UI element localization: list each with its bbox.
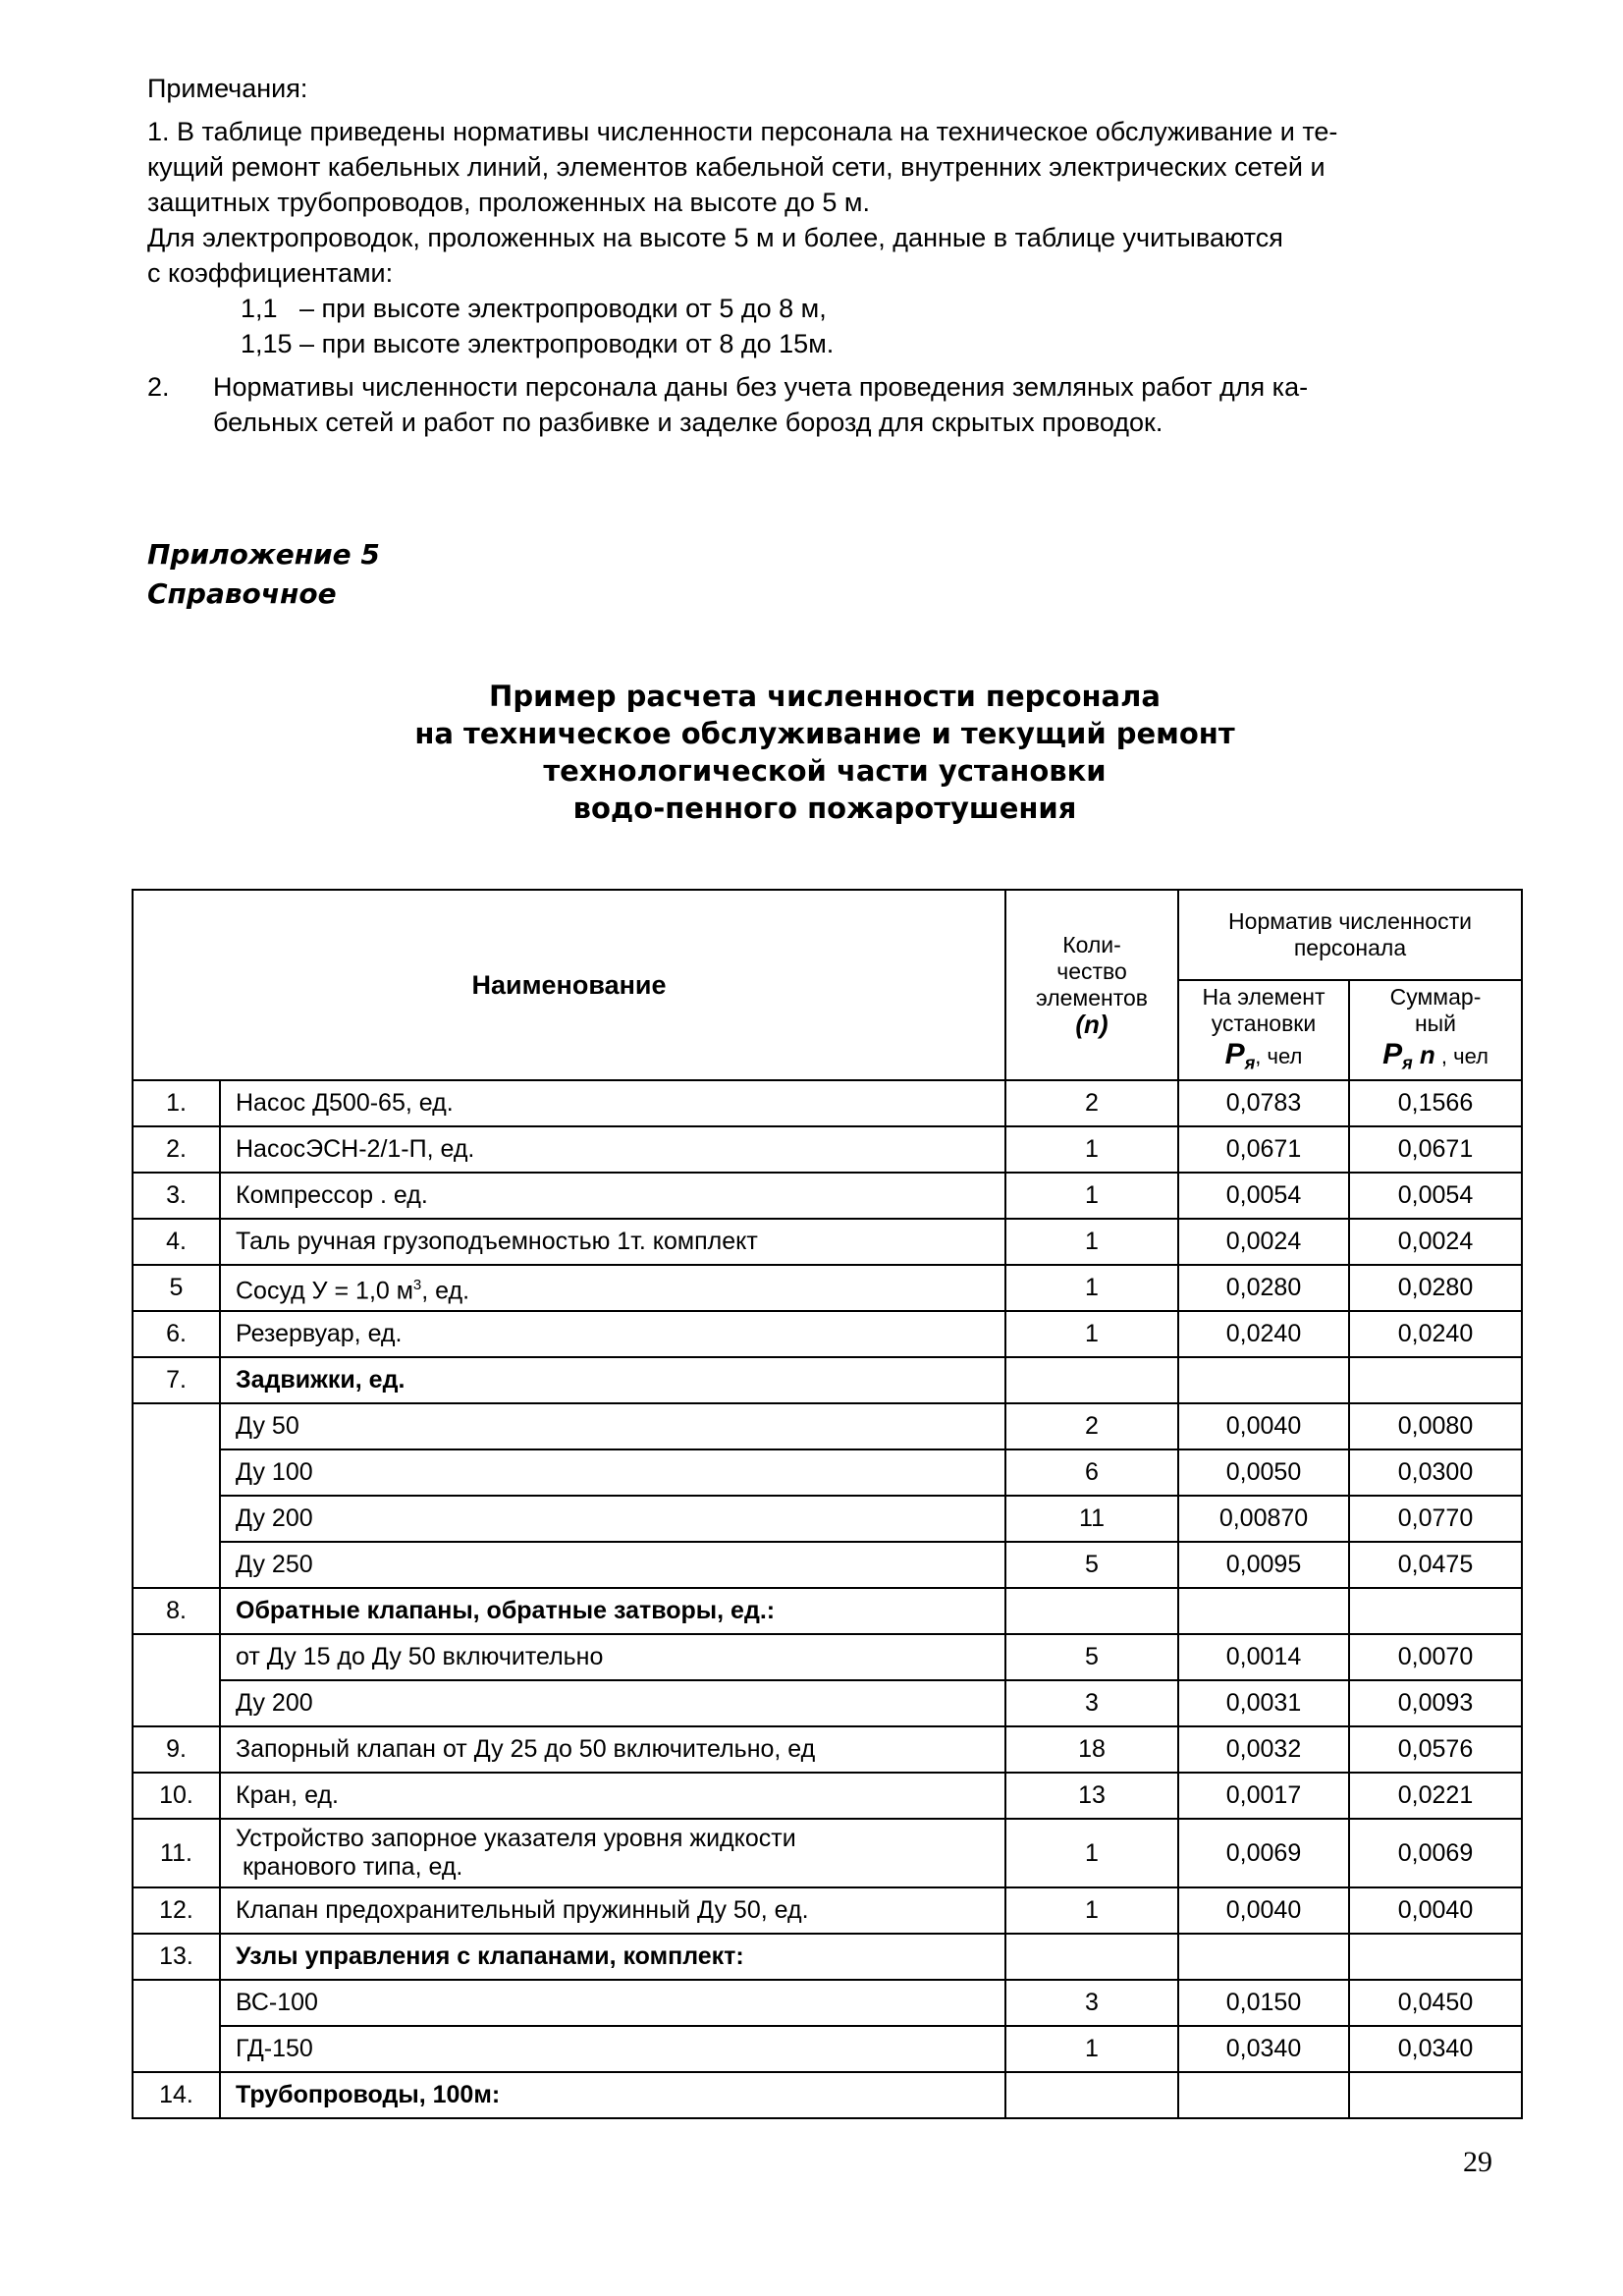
row-per-element: 0,0040: [1178, 1403, 1349, 1449]
note1-line: с коэффициентами:: [147, 258, 394, 288]
row-sum: 0,0576: [1349, 1726, 1522, 1773]
row-per-element: 0,0014: [1178, 1634, 1349, 1680]
row-count: 1: [1005, 1173, 1178, 1219]
empty-cell: [1349, 1588, 1522, 1634]
table-header-row: [133, 890, 1522, 980]
row-count: 13: [1005, 1773, 1178, 1819]
row-name: Ду 50: [220, 1403, 1005, 1449]
empty-cell: [1005, 1588, 1178, 1634]
row-name: НасосЭСН-2/1-П, ед.: [220, 1126, 1005, 1173]
row-count: 1: [1005, 1819, 1178, 1887]
row-count: 2: [1005, 1080, 1178, 1126]
table-row-group: [133, 2072, 1522, 2118]
header-name: Наименование: [133, 890, 1005, 1080]
header-count-symbol: (n): [1075, 1010, 1109, 1039]
row-name: [220, 1265, 1005, 1311]
row-sum: 0,1566: [1349, 1080, 1522, 1126]
note2-line: Нормативы численности персонала даны без учета проведения земляных работ для ка-: [213, 372, 1309, 402]
appendix-type: Справочное: [147, 577, 337, 610]
title-line: на техническое обслуживание и текущий ремонт: [414, 717, 1235, 750]
row-name: Таль ручная грузоподъемностью 1т. комплект: [220, 1219, 1005, 1265]
table-row: [133, 1819, 1522, 1887]
empty-cell: [1005, 1934, 1178, 1980]
row-sum: 0,0340: [1349, 2026, 1522, 2072]
empty-cell: [1178, 1588, 1349, 1634]
row-number: 1.: [133, 1080, 220, 1126]
header-count-line: Коли-: [1062, 932, 1121, 957]
header-count: [1005, 890, 1178, 1080]
row-sum: 0,0280: [1349, 1265, 1522, 1311]
merged-number-cell: [133, 1634, 220, 1726]
empty-cell: [1349, 1934, 1522, 1980]
row-per-element: 0,0150: [1178, 1980, 1349, 2026]
row-name-line: Устройство запорное указателя уровня жидкости: [236, 1825, 796, 1852]
notes-title: Примечания:: [147, 74, 308, 103]
empty-cell: [1005, 1357, 1178, 1403]
symbol-p: P: [1224, 1037, 1245, 1070]
row-sum: 0,0054: [1349, 1173, 1522, 1219]
row-per-element: 0,0280: [1178, 1265, 1349, 1311]
symbol-sub: я: [1402, 1053, 1413, 1073]
row-number: 7.: [133, 1357, 220, 1403]
row-number: 12.: [133, 1887, 220, 1934]
header-count-line: чество: [1056, 958, 1127, 984]
row-per-element: 0,0024: [1178, 1219, 1349, 1265]
note2-text: [213, 369, 1308, 440]
table-row: [133, 1773, 1522, 1819]
row-count: 1: [1005, 2026, 1178, 2072]
table-row: [133, 1680, 1522, 1726]
row-number: 10.: [133, 1773, 220, 1819]
row-name-text: Сосуд У = 1,0 м: [236, 1277, 413, 1305]
note2-number: 2.: [147, 372, 170, 402]
row-number: 6.: [133, 1311, 220, 1357]
row-number: 3.: [133, 1173, 220, 1219]
table-row: [133, 1311, 1522, 1357]
notes-block: [147, 71, 1512, 440]
row-name: Ду 200: [220, 1496, 1005, 1542]
note1-line: 1. В таблице приведены нормативы численности персонала на техническое обслуживание и те-: [147, 117, 1338, 146]
unit: , чел: [1434, 1043, 1488, 1068]
empty-cell: [1178, 1357, 1349, 1403]
row-name: Ду 100: [220, 1449, 1005, 1496]
table-row: [133, 1980, 1522, 2026]
row-name: Ду 250: [220, 1542, 1005, 1588]
header-per-element: [1178, 980, 1349, 1080]
table-row-group: [133, 1357, 1522, 1403]
row-group-name: Узлы управления с клапанами, комплект:: [220, 1934, 1005, 1980]
row-count: 3: [1005, 1680, 1178, 1726]
row-name: Запорный клапан от Ду 25 до 50 включительно, ед: [220, 1726, 1005, 1773]
row-group-name: Обратные клапаны, обратные затворы, ед.:: [220, 1588, 1005, 1634]
table-row: [133, 1496, 1522, 1542]
row-name: Клапан предохранительный пружинный Ду 50, ед.: [220, 1887, 1005, 1934]
row-name: Резервуар, ед.: [220, 1311, 1005, 1357]
row-name: ВС-100: [220, 1980, 1005, 2026]
row-number: 11.: [133, 1819, 220, 1887]
table-row: [133, 1449, 1522, 1496]
table-row: [133, 1126, 1522, 1173]
merged-number-cell: [133, 1403, 220, 1588]
row-name: [220, 1819, 1005, 1887]
empty-cell: [1178, 1934, 1349, 1980]
table-row: [133, 1265, 1522, 1311]
row-per-element: 0,0069: [1178, 1819, 1349, 1887]
header-per-line: На элемент: [1202, 983, 1325, 1010]
row-group-name: Задвижки, ед.: [220, 1357, 1005, 1403]
row-per-element: 0,0783: [1178, 1080, 1349, 1126]
table-row: [133, 1542, 1522, 1588]
table-row: [133, 1634, 1522, 1680]
header-sum-line: ный: [1414, 1010, 1457, 1036]
row-sum: 0,0069: [1349, 1819, 1522, 1887]
row-count: 2: [1005, 1403, 1178, 1449]
row-name: Компрессор . ед.: [220, 1173, 1005, 1219]
row-per-element: 0,0040: [1178, 1887, 1349, 1934]
table-row-group: [133, 1934, 1522, 1980]
row-name: от Ду 15 до Ду 50 включительно: [220, 1634, 1005, 1680]
empty-cell: [1349, 2072, 1522, 2118]
symbol-p: P: [1382, 1037, 1403, 1070]
page-number: 29: [1463, 2146, 1492, 2178]
superscript: 3: [412, 1276, 422, 1293]
row-name-line: кранового типа, ед.: [236, 1853, 463, 1881]
row-per-element: 0,0671: [1178, 1126, 1349, 1173]
row-number: 13.: [133, 1934, 220, 1980]
row-per-element: 0,0054: [1178, 1173, 1349, 1219]
empty-cell: [1178, 2072, 1349, 2118]
row-count: 1: [1005, 1126, 1178, 1173]
header-norm: [1178, 890, 1522, 980]
row-per-element: 0,0240: [1178, 1311, 1349, 1357]
note2-line: бельных сетей и работ по разбивке и заделке борозд для скрытых проводок.: [213, 408, 1163, 437]
title-line: водо-пенного пожаротушения: [572, 792, 1077, 825]
row-name: Насос Д500-65, ед.: [220, 1080, 1005, 1126]
row-number: 9.: [133, 1726, 220, 1773]
merged-number-cell: [133, 1980, 220, 2072]
row-count: 5: [1005, 1634, 1178, 1680]
table-row: [133, 2026, 1522, 2072]
table-row: [133, 1887, 1522, 1934]
empty-cell: [1349, 1357, 1522, 1403]
table-row: [133, 1080, 1522, 1126]
row-count: 6: [1005, 1449, 1178, 1496]
table-row: [133, 1726, 1522, 1773]
appendix-label: [147, 535, 380, 614]
appendix-number: Приложение 5: [147, 538, 380, 571]
row-sum: 0,0671: [1349, 1126, 1522, 1173]
note1-line: кущий ремонт кабельных линий, элементов кабельной сети, внутренних электрических сетей и: [147, 152, 1325, 182]
row-sum: 0,0024: [1349, 1219, 1522, 1265]
empty-cell: [1005, 2072, 1178, 2118]
table-row-group: [133, 1588, 1522, 1634]
note1-line: защитных трубопроводов, проложенных на высоте до 5 м.: [147, 188, 870, 217]
row-sum: 0,0300: [1349, 1449, 1522, 1496]
header-count-line: элементов: [1035, 985, 1149, 1011]
row-count: 1: [1005, 1887, 1178, 1934]
coefficient-line: 1,1 – при высоте электропроводки от 5 до 8 м,: [241, 294, 827, 323]
header-sum-line: Суммар-: [1389, 983, 1482, 1010]
row-number: 14.: [133, 2072, 220, 2118]
row-sum: 0,0221: [1349, 1773, 1522, 1819]
header-sum-symbol-line: [1350, 1037, 1521, 1077]
coefficient-line: 1,15 – при высоте электропроводки от 8 до 15м.: [241, 329, 835, 358]
row-number: 5: [133, 1265, 220, 1311]
row-per-element: 0,0095: [1178, 1542, 1349, 1588]
row-sum: 0,0240: [1349, 1311, 1522, 1357]
row-name-text: , ед.: [421, 1277, 470, 1305]
row-sum: 0,0070: [1349, 1634, 1522, 1680]
table-row: [133, 1403, 1522, 1449]
title-line: Пример расчета численности персонала: [489, 680, 1161, 713]
row-name: Ду 200: [220, 1680, 1005, 1726]
row-number: 4.: [133, 1219, 220, 1265]
row-count: 5: [1005, 1542, 1178, 1588]
document-title: [245, 678, 1404, 827]
row-sum: 0,0475: [1349, 1542, 1522, 1588]
symbol-sub: я: [1244, 1053, 1256, 1073]
header-norm-line: Норматив численности: [1228, 908, 1472, 934]
row-per-element: 0,0340: [1178, 2026, 1349, 2072]
row-name: ГД-150: [220, 2026, 1005, 2072]
row-sum: 0,0770: [1349, 1496, 1522, 1542]
note2: [147, 369, 1512, 440]
header-norm-line: персонала: [1293, 935, 1407, 960]
row-count: 1: [1005, 1311, 1178, 1357]
row-count: 18: [1005, 1726, 1178, 1773]
row-count: 1: [1005, 1265, 1178, 1311]
row-number: 2.: [133, 1126, 220, 1173]
row-name: Кран, ед.: [220, 1773, 1005, 1819]
row-per-element: 0,0017: [1178, 1773, 1349, 1819]
row-sum: 0,0093: [1349, 1680, 1522, 1726]
header-sum: [1349, 980, 1522, 1080]
row-per-element: 0,0050: [1178, 1449, 1349, 1496]
row-per-element: 0,0031: [1178, 1680, 1349, 1726]
row-count: 3: [1005, 1980, 1178, 2026]
unit: , чел: [1255, 1043, 1303, 1068]
row-sum: 0,0450: [1349, 1980, 1522, 2026]
row-group-name: Трубопроводы, 100м:: [220, 2072, 1005, 2118]
row-per-element: 0,0032: [1178, 1726, 1349, 1773]
row-sum: 0,0080: [1349, 1403, 1522, 1449]
title-line: технологической части установки: [543, 754, 1107, 788]
row-sum: 0,0040: [1349, 1887, 1522, 1934]
note1-line: Для электропроводок, проложенных на высоте 5 м и более, данные в таблице учитываются: [147, 223, 1283, 252]
row-number: 8.: [133, 1588, 220, 1634]
row-per-element: 0,00870: [1178, 1496, 1349, 1542]
header-per-symbol-line: [1179, 1037, 1348, 1077]
header-per-line: установки: [1211, 1010, 1317, 1036]
row-count: 11: [1005, 1496, 1178, 1542]
table-row: [133, 1173, 1522, 1219]
row-count: 1: [1005, 1219, 1178, 1265]
table-row: [133, 1219, 1522, 1265]
staffing-table: [132, 889, 1523, 2119]
symbol-n: n: [1412, 1039, 1435, 1069]
